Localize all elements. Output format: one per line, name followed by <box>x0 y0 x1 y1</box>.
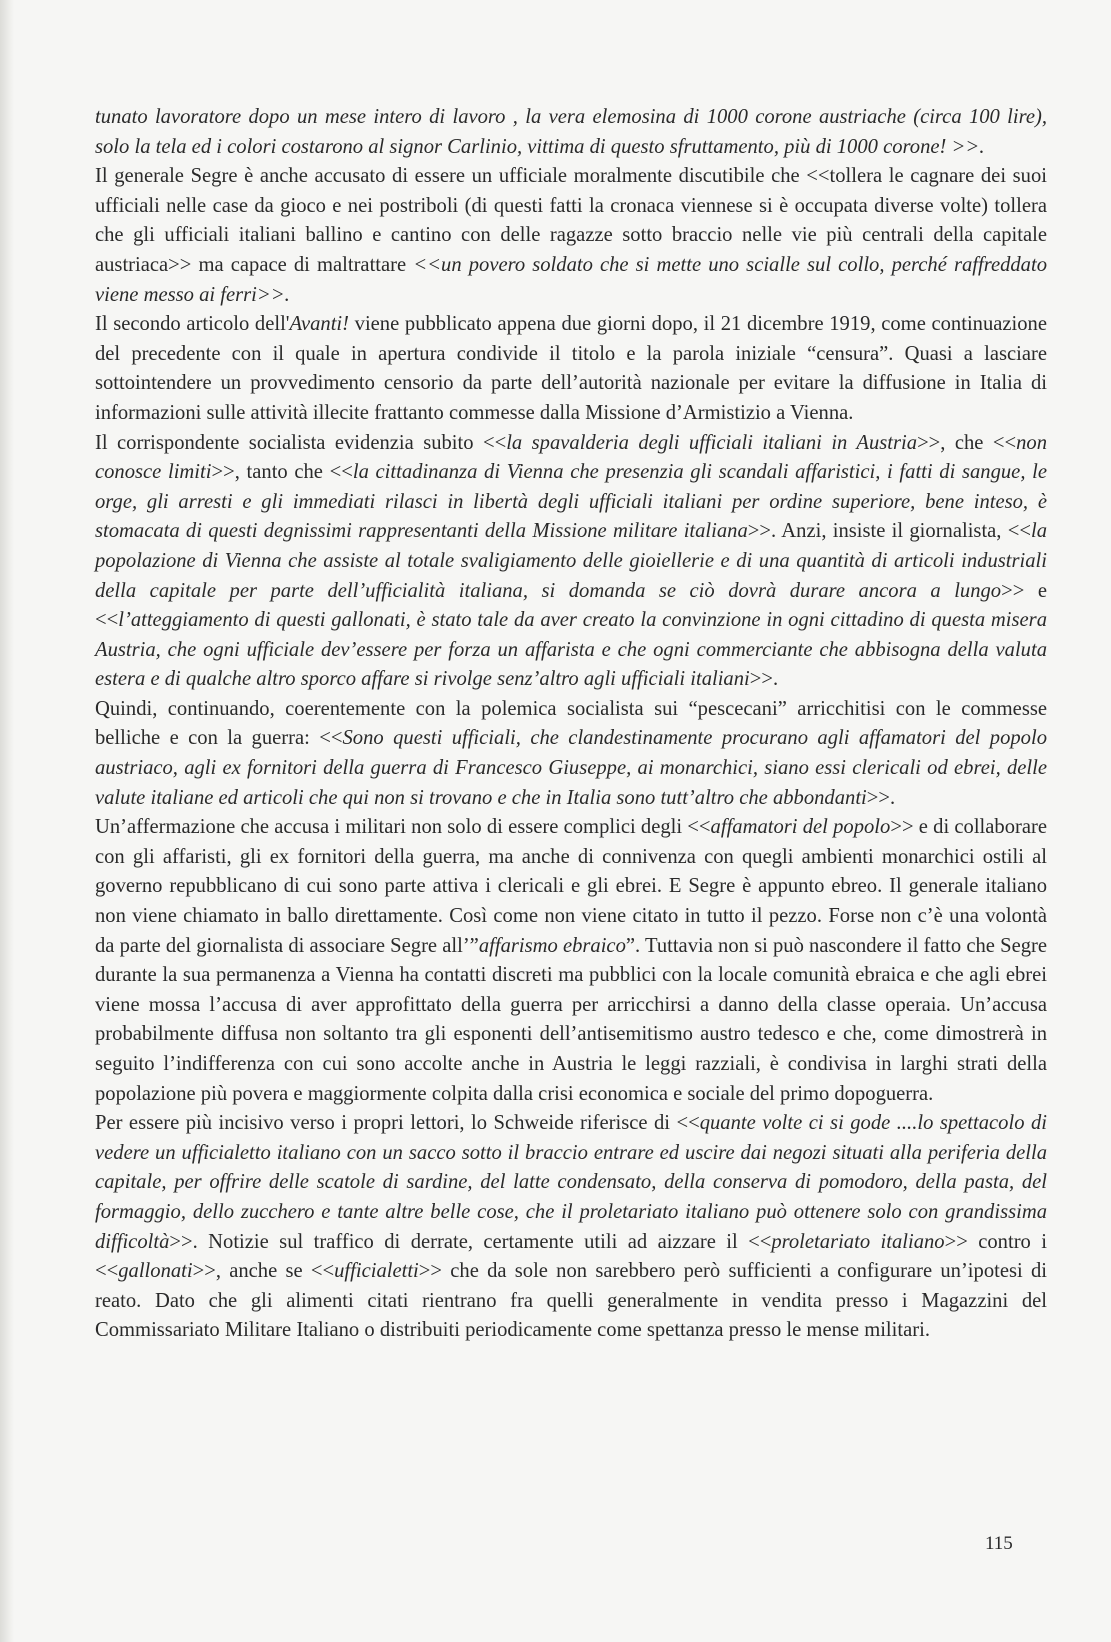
text-segment: proletariato italiano <box>771 1230 945 1253</box>
text-segment: gallonati <box>118 1260 193 1283</box>
paragraph <box>95 429 1047 695</box>
text-segment: >> che da sole non sarebbero però sufficienti a configurare un’ipotesi di reato. Dato che gli alimenti citati rientrano fra quelli generalmente in vendita presso i Magazzini del Commissariato Militare Italiano o distribuiti periodicamente come spettanza presso le mense militari. <box>95 1260 1047 1342</box>
text-segment: >>. <box>749 668 779 691</box>
text-segment: la spavalderia degli ufficiali italiani in Austria <box>506 431 918 454</box>
text-segment: la cittadinanza di Vienna che presenzia gli scandali affaristici, i fatti di sangue, le orge, gli arresti e gli immediati rilasci in libertà degli ufficiali italiani per ordine superiore, bene inteso, è stomacata di questi degnissimi rappresentanti della Missione militare italiana <box>95 461 1047 543</box>
scan-shadow-edge <box>0 0 14 1642</box>
text-segment: >> e << <box>95 579 1047 632</box>
text-segment: >>, anche se << <box>192 1260 335 1283</box>
text-segment: Avanti! <box>289 313 349 336</box>
text-segment: viene pubblicato appena due giorni dopo, il 21 dicembre 1919, come continuazione del precedente con il quale in apertura condivide il titolo e la parola iniziale “censura”. Quasi a lasciare sottointendere un provvedimento censorio da parte dell’autorità nazionale per evitare la diffusione in Italia di informazioni sulle attività illecite frattanto commesse dalla Missione d’Armistizio a Vienna. <box>95 313 1047 424</box>
text-segment: Un’affermazione che accusa i militari non solo di essere complici degli << <box>95 816 711 839</box>
paragraph <box>95 813 1047 1109</box>
paragraph <box>95 695 1047 813</box>
text-segment: quante volte ci si gode ....lo spettacolo di vedere un ufficialetto italiano con un sacco sotto il braccio entrare ed uscire dai negozi situati alla periferia della capitale, per offrire delle scatole di sardine, del latte condensato, della conserva di pomodoro, della pasta, del formaggio, dello zucchero e tante altre belle cose, che il proletariato italiano può ottenere solo con grandissima difficoltà <box>95 1112 1047 1253</box>
text-segment: ufficialetti <box>334 1260 419 1283</box>
text-segment: affarismo ebraico <box>478 934 626 957</box>
text-segment: >>. Notizie sul traffico di derrate, certamente utili ad aizzare il << <box>169 1230 772 1253</box>
text-segment: la popolazione di Vienna che assiste al totale svaligiamento delle gioiellerie e di una quantità di articoli industriali della capitale per parte dell’ufficialità italiana, si domanda se ciò dovrà durare ancora a lungo <box>95 520 1047 602</box>
text-segment: Sono questi ufficiali, che clandestinamente procurano agli affamatori del popolo austriaco, agli ex fornitori della guerra di Francesco Giuseppe, ai monarchici, siano essi clericali od ebrei, delle valute italiane ed articoli che qui non si trovano e che in Italia sono tutt’altro che abbondanti <box>95 727 1047 809</box>
paragraph <box>95 1109 1047 1346</box>
text-segment: Il corrispondente socialista evidenzia subito << <box>95 431 507 454</box>
paragraph <box>95 162 1047 310</box>
text-segment: >>. <box>866 786 896 809</box>
text-segment: affamatori del popolo <box>710 816 891 839</box>
text-segment: >>, che << <box>917 431 1017 454</box>
text-segment: >>, tanto che << <box>211 461 353 484</box>
text-segment: >>. Anzi, insiste il giornalista, << <box>747 520 1031 543</box>
text-segment: <<un povero soldato che si mette uno scialle sul collo, perché raffreddato viene messo ai ferri>>. <box>95 253 1047 306</box>
paragraph <box>95 103 1047 162</box>
text-segment: non conosce limiti <box>95 431 1047 484</box>
text-segment: Per essere più incisivo verso i propri lettori, lo Schweide riferisce di << <box>95 1112 700 1135</box>
text-segment: Il generale Segre è anche accusato di essere un ufficiale moralmente discutibile che <<tollera le cagnare dei suoi ufficiali nelle case da gioco e nei postriboli (di questi fatti la cronaca viennese si è occupata diverse volte) tollera che gli ufficiali italiani ballino e cantino con delle ragazze sotto braccio nelle vie più centrali della capitale austriaca>> ma capace di maltrattare <box>95 165 1047 276</box>
paragraph <box>95 310 1047 428</box>
text-segment: >> contro i << <box>95 1230 1047 1283</box>
text-segment: tunato lavoratore dopo un mese intero di lavoro , la vera elemosina di 1000 corone austriache (circa 100 lire), solo la tela ed i colori costarono al signor Carlinio, vittima di questo sfruttamento, più di 1000 corone! >>. <box>95 106 1047 158</box>
text-segment: Il secondo articolo dell' <box>95 313 290 336</box>
page-number: 115 <box>985 1533 1013 1554</box>
text-segment: Quindi, continuando, coerentemente con la polemica socialista sui “pescecani” arricchitisi con le commesse belliche e con la guerra: << <box>95 697 1047 750</box>
text-segment: ”. Tuttavia non si può nascondere il fatto che Segre durante la sua permanenza a Vienna ha contatti discreti ma pubblici con la locale comunità ebraica e che agli ebrei viene mossa l’accusa di aver approfittato della guerra per arricchirsi a danno della classe operaia. Un’accusa probabilmente diffusa non soltanto tra gli esponenti dell’antisemitismo austro tedesco e che, come dimostrerà in seguito l’indifferenza con cui sono accolte anche in Austria le leggi razziali, è condivisa in larghi strati della popolazione più povera e maggiormente colpita dalla crisi economica e sociale del primo dopoguerra. <box>95 934 1048 1105</box>
text-segment: l’atteggiamento di questi gallonati, è stato tale da aver creato la convinzione in ogni cittadino di questa misera Austria, che ogni ufficiale dev’essere per forza un affarista e che ogni commerciante che abbisogna della valuta estera e di qualche altro sporco affare si rivolge senz’altro agli ufficiali italiani <box>95 609 1047 691</box>
text-segment: >> e di collaborare con gli affaristi, gli ex fornitori della guerra, ma anche di connivenza con quegli ambienti monarchici ostili al governo repubblicano di cui sono parte attiva i clericali e gli ebrei. E Segre è appunto ebreo. Il generale italiano non viene chiamato in ballo direttamente. Così come non viene citato in tutto il pezzo. Forse non c’è una volontà da parte del giornalista di associare Segre all’” <box>95 816 1047 957</box>
body-text <box>95 103 1047 1346</box>
